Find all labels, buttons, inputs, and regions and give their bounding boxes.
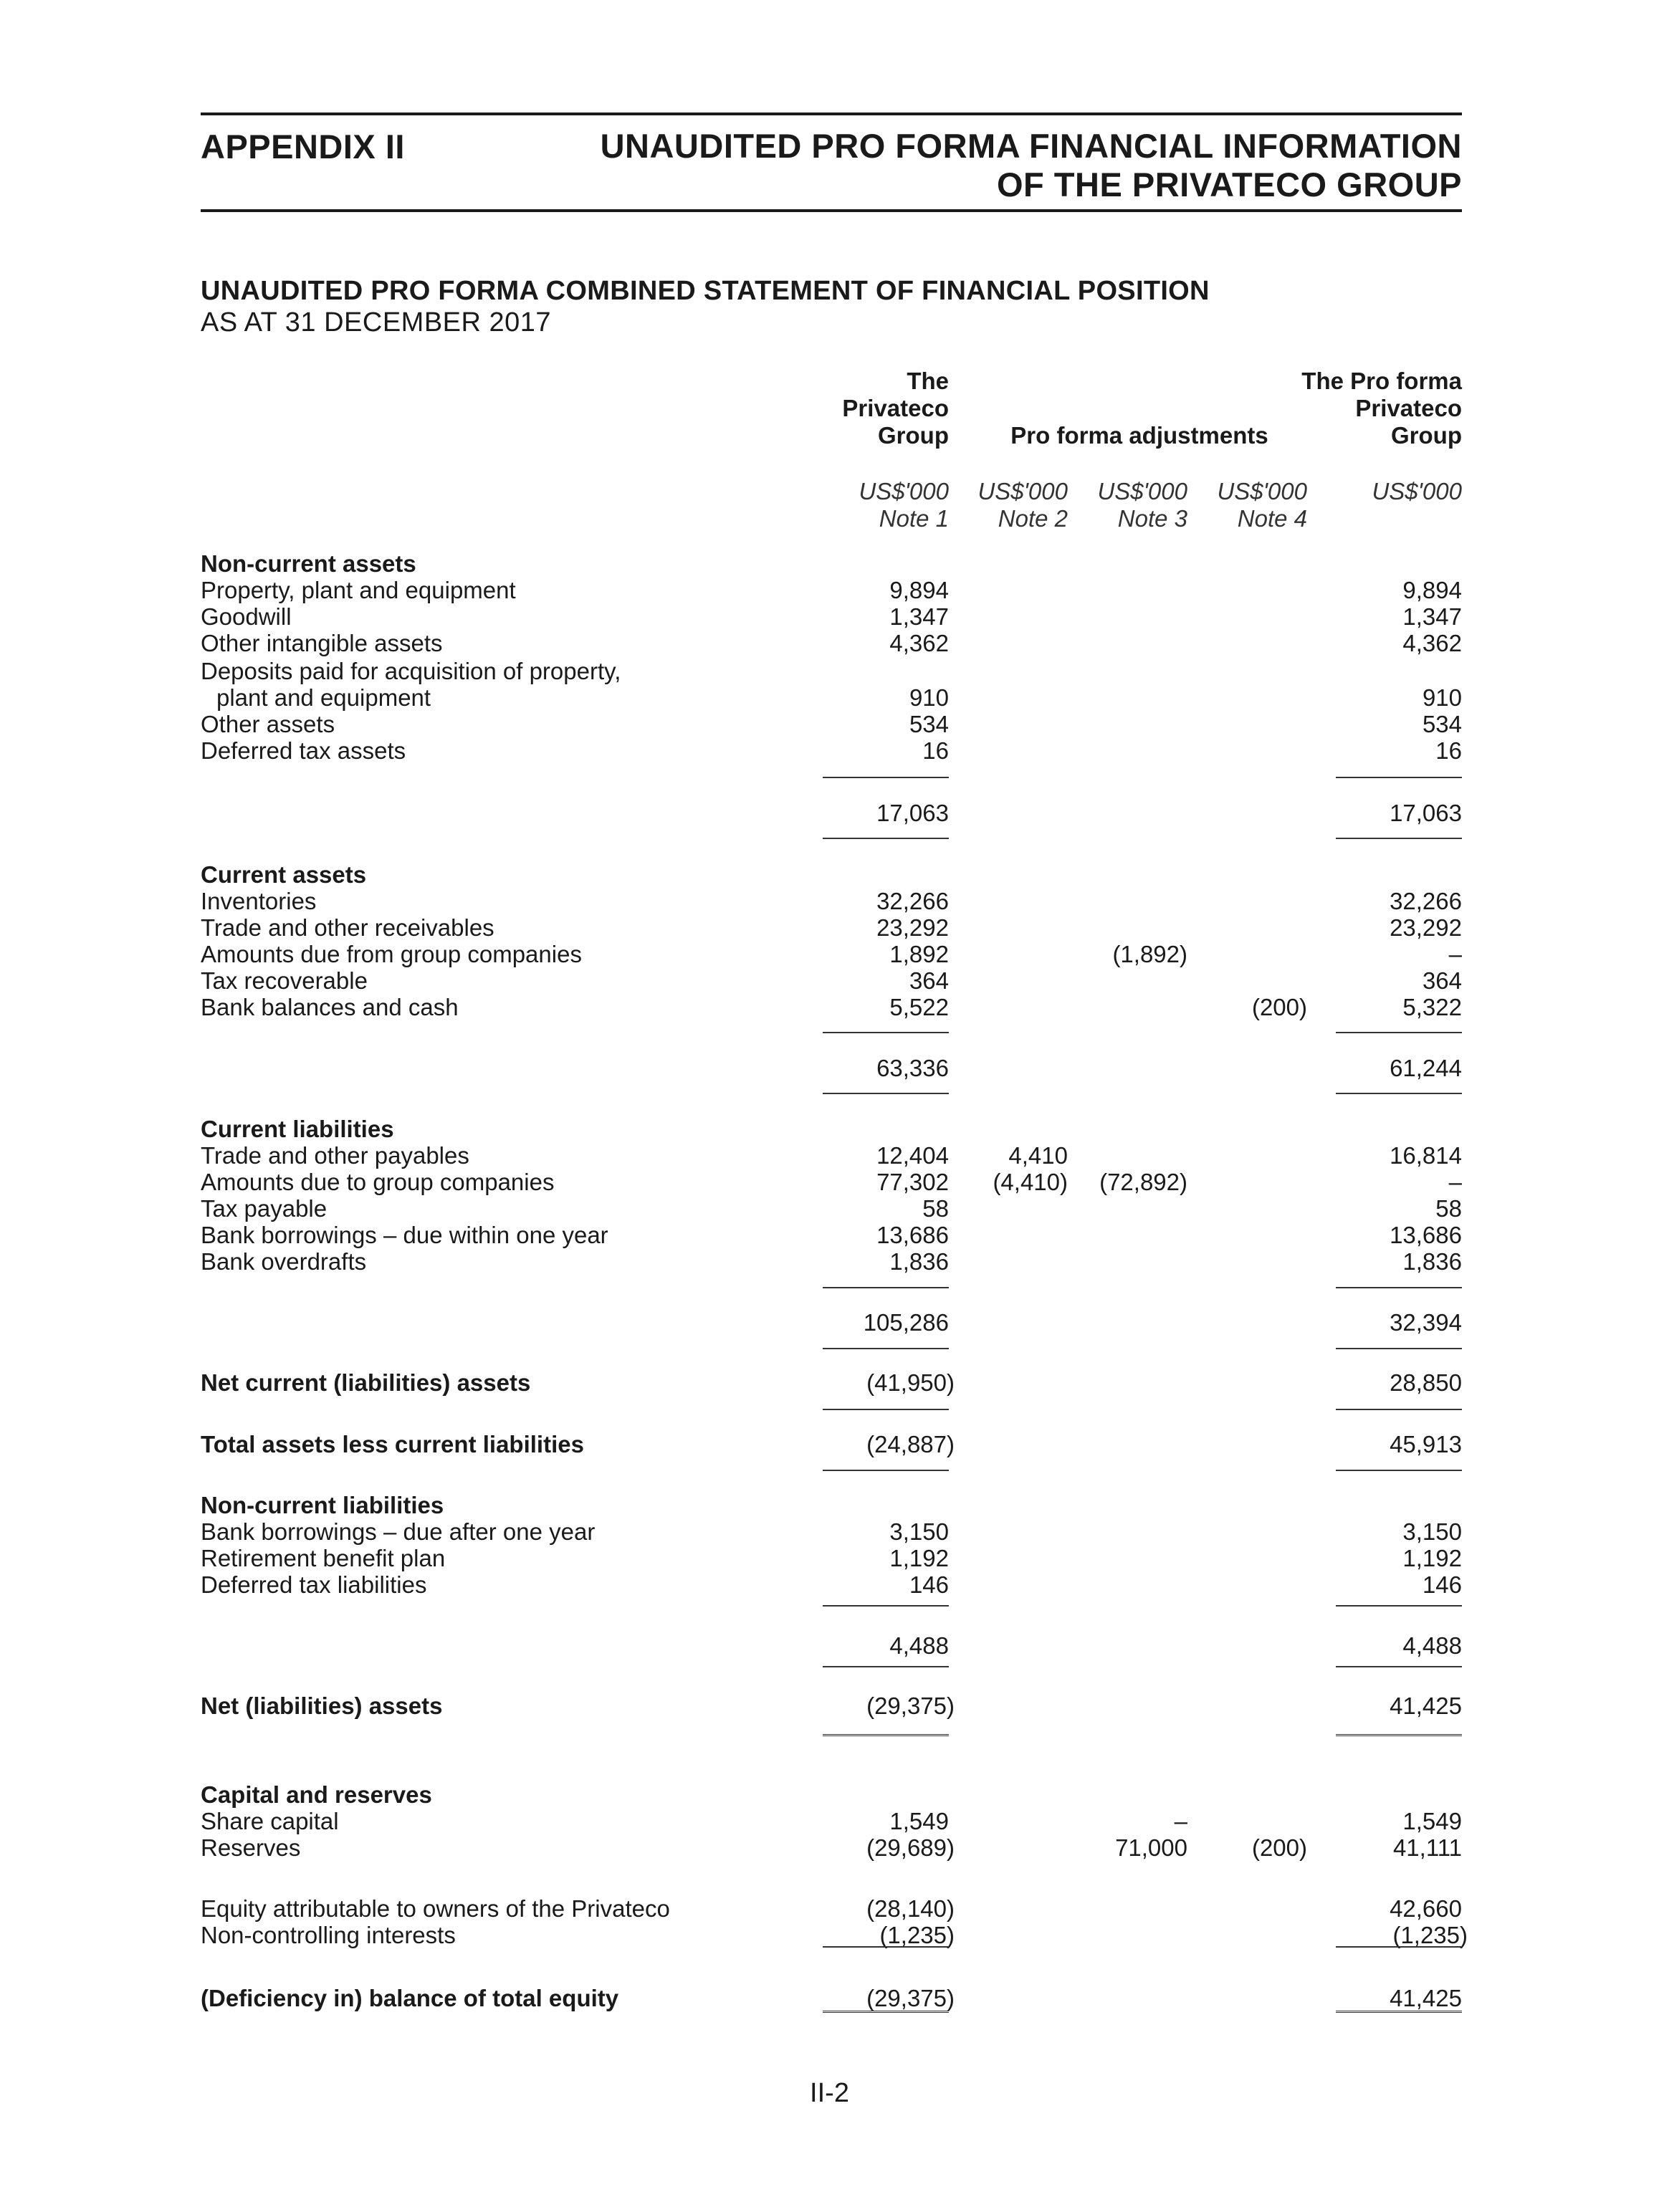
row-label: (Deficiency in) balance of total equity xyxy=(201,1985,619,2011)
row-value-col5: 41,111 xyxy=(1392,1834,1462,1861)
row-value-col1: 23,292 xyxy=(876,914,949,941)
unit-col3: US$'000 Note 3 xyxy=(1097,478,1187,532)
row-value-col1: 1,892 xyxy=(889,941,949,967)
row-value-col1: 9,894 xyxy=(889,577,949,603)
row-value-col5: (1,235) xyxy=(1392,1922,1468,1948)
row-value-col5: 58 xyxy=(1435,1195,1462,1222)
row-label: Non-controlling interests xyxy=(201,1922,456,1948)
row-value-col5: 9,894 xyxy=(1402,577,1462,603)
row-value-col5: 32,266 xyxy=(1390,888,1462,914)
appendix-label: APPENDIX II xyxy=(201,128,405,166)
row-value-col5: – xyxy=(1448,1169,1462,1195)
row-value-col1: 5,522 xyxy=(889,994,949,1020)
row-value-col5: 1,347 xyxy=(1402,603,1462,630)
unit-col1: US$'000 Note 1 xyxy=(859,478,949,532)
row-label: Other assets xyxy=(201,711,335,737)
row-value-col1: 58 xyxy=(922,1195,949,1222)
rule xyxy=(1336,777,1462,778)
row-value-col1: 4,488 xyxy=(889,1632,949,1659)
unit-col5: US$'000 xyxy=(1372,478,1462,504)
row-label: Retirement benefit plan xyxy=(201,1545,446,1571)
rule xyxy=(823,1470,949,1471)
row-value-col1: 1,836 xyxy=(889,1248,949,1275)
row-value-col1: 12,404 xyxy=(876,1142,949,1169)
row-value-col5: 1,836 xyxy=(1402,1248,1462,1275)
double-rule xyxy=(823,2011,949,2016)
rule xyxy=(823,1409,949,1410)
header-title-line2: OF THE PRIVATECO GROUP xyxy=(996,166,1462,204)
row-label: Non-current liabilities xyxy=(201,1492,444,1518)
rule xyxy=(823,838,949,839)
rule xyxy=(1336,1605,1462,1607)
row-value-col5: 1,549 xyxy=(1402,1808,1462,1834)
row-value-col5: 13,686 xyxy=(1390,1222,1462,1248)
row-value-col3: 71,000 xyxy=(1115,1834,1187,1861)
row-value-col5: 41,425 xyxy=(1390,1985,1462,2011)
row-value-col1: (28,140) xyxy=(866,1895,955,1922)
row-value-col5: 910 xyxy=(1422,684,1462,711)
row-value-col2: 4,410 xyxy=(1008,1142,1068,1169)
column-header-privateco-group: The Privateco Group xyxy=(842,368,949,449)
row-value-col1: (29,689) xyxy=(866,1834,955,1861)
row-value-col1: 4,362 xyxy=(889,630,949,656)
row-value-col1: 3,150 xyxy=(889,1518,949,1545)
row-value-col5: 41,425 xyxy=(1390,1692,1462,1719)
rule xyxy=(1336,1409,1462,1410)
rule xyxy=(823,1946,949,1948)
row-value-col5: 16,814 xyxy=(1390,1142,1462,1169)
double-rule xyxy=(823,1734,949,1739)
rule xyxy=(823,1605,949,1607)
row-label: Bank balances and cash xyxy=(201,994,459,1020)
rule xyxy=(1336,1946,1462,1948)
row-label: Deferred tax assets xyxy=(201,737,406,764)
row-value-col3: – xyxy=(1174,1808,1187,1834)
row-value-col5: 61,244 xyxy=(1390,1055,1462,1081)
row-value-col5: 146 xyxy=(1422,1571,1462,1598)
rule xyxy=(823,1032,949,1033)
row-value-col2: (4,410) xyxy=(993,1169,1068,1195)
row-label: Current liabilities xyxy=(201,1116,394,1142)
row-value-col1: 16 xyxy=(922,737,949,764)
row-value-col1: 534 xyxy=(909,711,949,737)
row-value-col1: 63,336 xyxy=(876,1055,949,1081)
row-label: Reserves xyxy=(201,1834,301,1861)
row-value-col1: (24,887) xyxy=(866,1431,955,1457)
row-value-col5: 3,150 xyxy=(1402,1518,1462,1545)
column-header-adjustments: Pro forma adjustments xyxy=(1010,422,1268,449)
row-label: Bank borrowings – due within one year xyxy=(201,1222,608,1248)
row-value-col1: 32,266 xyxy=(876,888,949,914)
row-label: Deposits paid for acquisition of property, xyxy=(201,658,621,684)
rule xyxy=(823,1348,949,1349)
row-label: Other intangible assets xyxy=(201,630,443,656)
row-label: Capital and reserves xyxy=(201,1781,432,1808)
rule xyxy=(1336,838,1462,839)
row-label: Goodwill xyxy=(201,603,292,630)
rule xyxy=(1336,1032,1462,1033)
row-value-col1: (1,235) xyxy=(879,1922,955,1948)
row-label: Amounts due to group companies xyxy=(201,1169,555,1195)
row-value-col1: 17,063 xyxy=(876,800,949,826)
rule xyxy=(1336,1666,1462,1667)
rule xyxy=(823,1093,949,1094)
row-value-col5: 4,362 xyxy=(1402,630,1462,656)
row-label: Non-current assets xyxy=(201,550,416,577)
row-value-col5: – xyxy=(1448,941,1462,967)
rule xyxy=(1336,1470,1462,1471)
row-label: Bank overdrafts xyxy=(201,1248,367,1275)
row-value-col4: (200) xyxy=(1251,1834,1307,1861)
row-label: Amounts due from group companies xyxy=(201,941,582,967)
row-value-col1: 1,347 xyxy=(889,603,949,630)
row-label: Tax recoverable xyxy=(201,967,368,994)
row-value-col1: 146 xyxy=(909,1571,949,1598)
row-value-col1: 105,286 xyxy=(863,1309,949,1336)
row-value-col1: 77,302 xyxy=(876,1169,949,1195)
statement-title: UNAUDITED PRO FORMA COMBINED STATEMENT OF FINANCIAL POSITION xyxy=(201,276,1210,306)
rule xyxy=(1336,1287,1462,1288)
header-title-line1: UNAUDITED PRO FORMA FINANCIAL INFORMATION xyxy=(600,127,1462,165)
row-label: Tax payable xyxy=(201,1195,328,1222)
row-value-col5: 1,192 xyxy=(1402,1545,1462,1571)
row-label: Current assets xyxy=(201,861,367,888)
row-value-col5: 28,850 xyxy=(1390,1369,1462,1396)
row-value-col1: (29,375) xyxy=(866,1985,955,2011)
unit-col2: US$'000 Note 2 xyxy=(977,478,1068,532)
row-value-col4: (200) xyxy=(1251,994,1307,1020)
column-header-pro-forma-group: The Pro forma Privateco Group xyxy=(1301,368,1462,449)
row-value-col1: (29,375) xyxy=(866,1692,955,1719)
rule xyxy=(1336,1348,1462,1349)
row-value-col5: 23,292 xyxy=(1390,914,1462,941)
row-label: Trade and other receivables xyxy=(201,914,494,941)
row-label: Net current (liabilities) assets xyxy=(201,1369,531,1396)
row-label: Equity attributable to owners of the Privateco xyxy=(201,1895,670,1922)
rule xyxy=(823,777,949,778)
rule xyxy=(823,1666,949,1667)
row-label: Trade and other payables xyxy=(201,1142,469,1169)
row-value-col5: 42,660 xyxy=(1390,1895,1462,1922)
row-value-col3: (72,892) xyxy=(1099,1169,1187,1195)
row-value-col1: 13,686 xyxy=(876,1222,949,1248)
row-label: plant and equipment xyxy=(216,684,431,711)
row-value-col5: 364 xyxy=(1422,967,1462,994)
row-value-col5: 4,488 xyxy=(1402,1632,1462,1659)
row-value-col1: 910 xyxy=(909,684,949,711)
row-label: Deferred tax liabilities xyxy=(201,1571,427,1598)
statement-date: AS AT 31 DECEMBER 2017 xyxy=(201,307,552,337)
header-title xyxy=(601,127,1462,204)
row-label: Inventories xyxy=(201,888,317,914)
row-label: Share capital xyxy=(201,1808,339,1834)
row-value-col5: 32,394 xyxy=(1390,1309,1462,1336)
row-label: Property, plant and equipment xyxy=(201,577,516,603)
rule xyxy=(1336,1093,1462,1094)
row-value-col3: (1,892) xyxy=(1112,941,1187,967)
row-value-col5: 16 xyxy=(1435,737,1462,764)
row-value-col5: 534 xyxy=(1422,711,1462,737)
row-value-col5: 45,913 xyxy=(1390,1431,1462,1457)
row-value-col1: 1,192 xyxy=(889,1545,949,1571)
double-rule xyxy=(1336,1734,1462,1739)
double-rule xyxy=(1336,2011,1462,2016)
row-value-col5: 5,322 xyxy=(1402,994,1462,1020)
row-label: Total assets less current liabilities xyxy=(201,1431,584,1457)
row-value-col1: 364 xyxy=(909,967,949,994)
row-value-col1: (41,950) xyxy=(866,1369,955,1396)
row-label: Net (liabilities) assets xyxy=(201,1692,443,1719)
unit-col4: US$'000 Note 4 xyxy=(1217,478,1307,532)
row-label: Bank borrowings – due after one year xyxy=(201,1518,596,1545)
rule xyxy=(823,1287,949,1288)
page-header xyxy=(201,112,1462,212)
page-number: II-2 xyxy=(810,2078,849,2108)
row-value-col1: 1,549 xyxy=(889,1808,949,1834)
row-value-col5: 17,063 xyxy=(1390,800,1462,826)
